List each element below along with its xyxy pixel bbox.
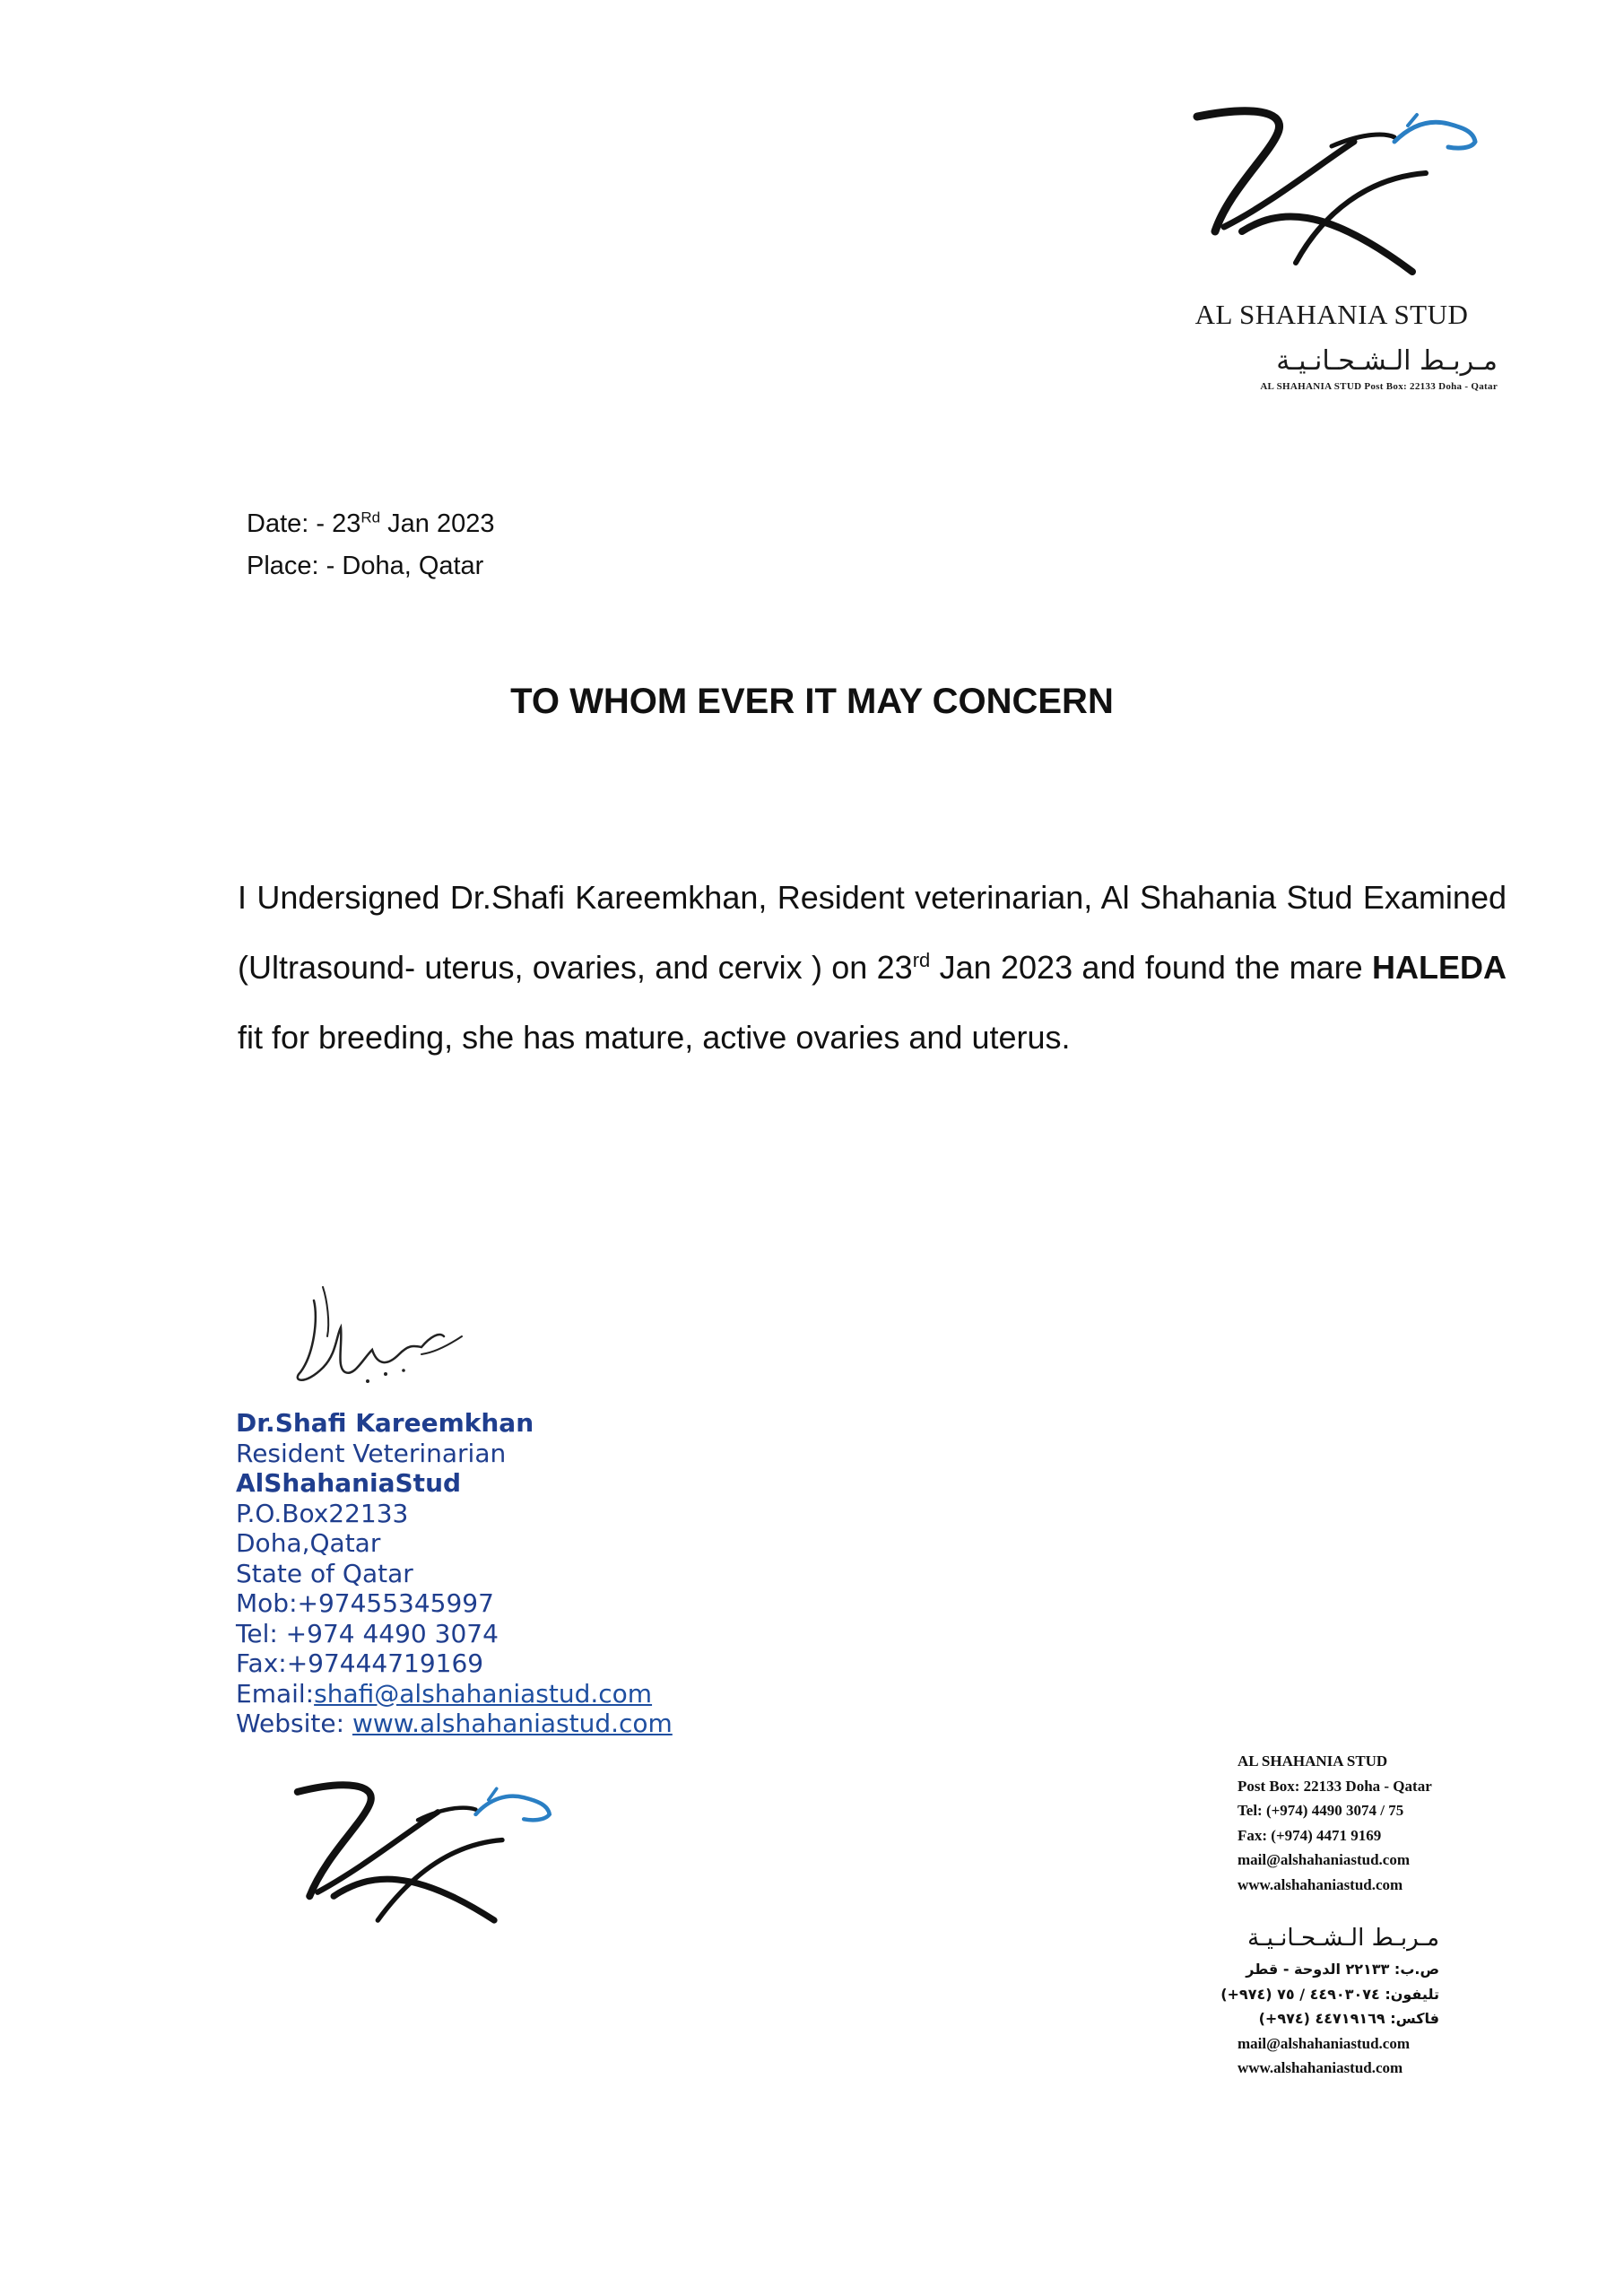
horse-head-logo-icon	[282, 1776, 569, 1928]
letterhead-name-arabic: مـربـط الـشـحـانـيـة	[1276, 345, 1498, 377]
website-link[interactable]: www.alshahaniastud.com	[352, 1709, 673, 1738]
signatory-po-box: P.O.Box22133	[236, 1498, 409, 1528]
signatory-tel: Tel: +974 4490 3074	[236, 1618, 499, 1648]
horse-head-logo-icon	[1188, 106, 1493, 276]
footer-name: AL SHAHANIA STUD	[1238, 1752, 1388, 1770]
letterhead-address: AL SHAHANIA STUD Post Box: 22133 Doha - Qatar	[1260, 381, 1498, 392]
signature-icon	[287, 1283, 466, 1404]
signatory-website-line	[236, 1709, 673, 1739]
letterhead-name: AL SHAHANIA STUD	[1194, 299, 1469, 330]
signatory-country: State of Qatar	[236, 1558, 413, 1588]
footer-post-box: Post Box: 22133 Doha - Qatar	[1238, 1777, 1432, 1795]
body-part-3: fit for breeding, she has mature, active ovaries and uterus.	[238, 1019, 1071, 1056]
email-link[interactable]: shafi@alshahaniastud.com	[314, 1678, 653, 1709]
footer-address-english	[1238, 1749, 1432, 1897]
signatory-title: Resident Veterinarian	[236, 1438, 507, 1468]
footer-arabic-po-box: ص.ب: ٢٢١٣٣ الدوحة - قطر	[1246, 1961, 1439, 1978]
letter-body	[238, 863, 1507, 1073]
footer-mail: mail@alshahaniastud.com	[1238, 1851, 1410, 1868]
date-superscript: Rd	[360, 509, 381, 526]
signatory-fax: Fax:+97444719169	[236, 1648, 484, 1678]
footer-web: www.alshahaniastud.com	[1238, 1875, 1403, 1893]
letter-heading	[135, 682, 1624, 722]
body-part-2: Jan 2023 and found the mare	[930, 949, 1373, 986]
footer-address-arabic	[1220, 1919, 1439, 2081]
footer-tel: Tel: (+974) 4490 3074 / 75	[1238, 1802, 1404, 1819]
date-line	[247, 509, 494, 539]
place-line: Place: - Doha, Qatar	[247, 552, 484, 580]
footer-fax: Fax: (+974) 4471 9169	[1238, 1826, 1382, 1844]
footer-arabic-title: مـربـط الـشـحـانـيـة	[1247, 1925, 1439, 1952]
email-label: Email:	[236, 1678, 315, 1709]
signatory-mobile: Mob:+97455345997	[236, 1588, 494, 1618]
footer-arabic-mail: mail@alshahaniastud.com	[1238, 2034, 1410, 2052]
signatory-org: AlShahaniaStud	[236, 1468, 462, 1498]
footer-arabic-tel: تليفون: ٤٤٩٠٣٠٧٤ / ٧٥ (٩٧٤+)	[1220, 1985, 1439, 2003]
horse-name: HALEDA	[1372, 949, 1507, 986]
signatory-email-line	[236, 1679, 673, 1709]
footer-arabic-web: www.alshahaniastud.com	[1238, 2059, 1403, 2076]
signatory-city: Doha,Qatar	[236, 1528, 381, 1558]
signatory-name: Dr.Shafi Kareemkhan	[236, 1408, 534, 1438]
website-label: Website:	[236, 1709, 352, 1738]
signatory-contact-block	[236, 1408, 673, 1739]
body-superscript: rd	[912, 949, 931, 971]
date-prefix: Date: - 23	[247, 509, 361, 538]
footer-arabic-fax: فاكس: ٤٤٧١٩١٦٩ (٩٧٤+)	[1258, 2010, 1439, 2027]
date-suffix: Jan 2023	[380, 509, 495, 538]
letter-heading-text: TO WHOM EVER IT MAY CONCERN	[510, 682, 1114, 721]
body-part-1: I Undersigned Dr.Shafi Kareemkhan, Resident veterinarian, Al Shahania Stud Examined (Ultrasound- uterus, ovaries, and cervix ) on 23	[238, 879, 1507, 986]
